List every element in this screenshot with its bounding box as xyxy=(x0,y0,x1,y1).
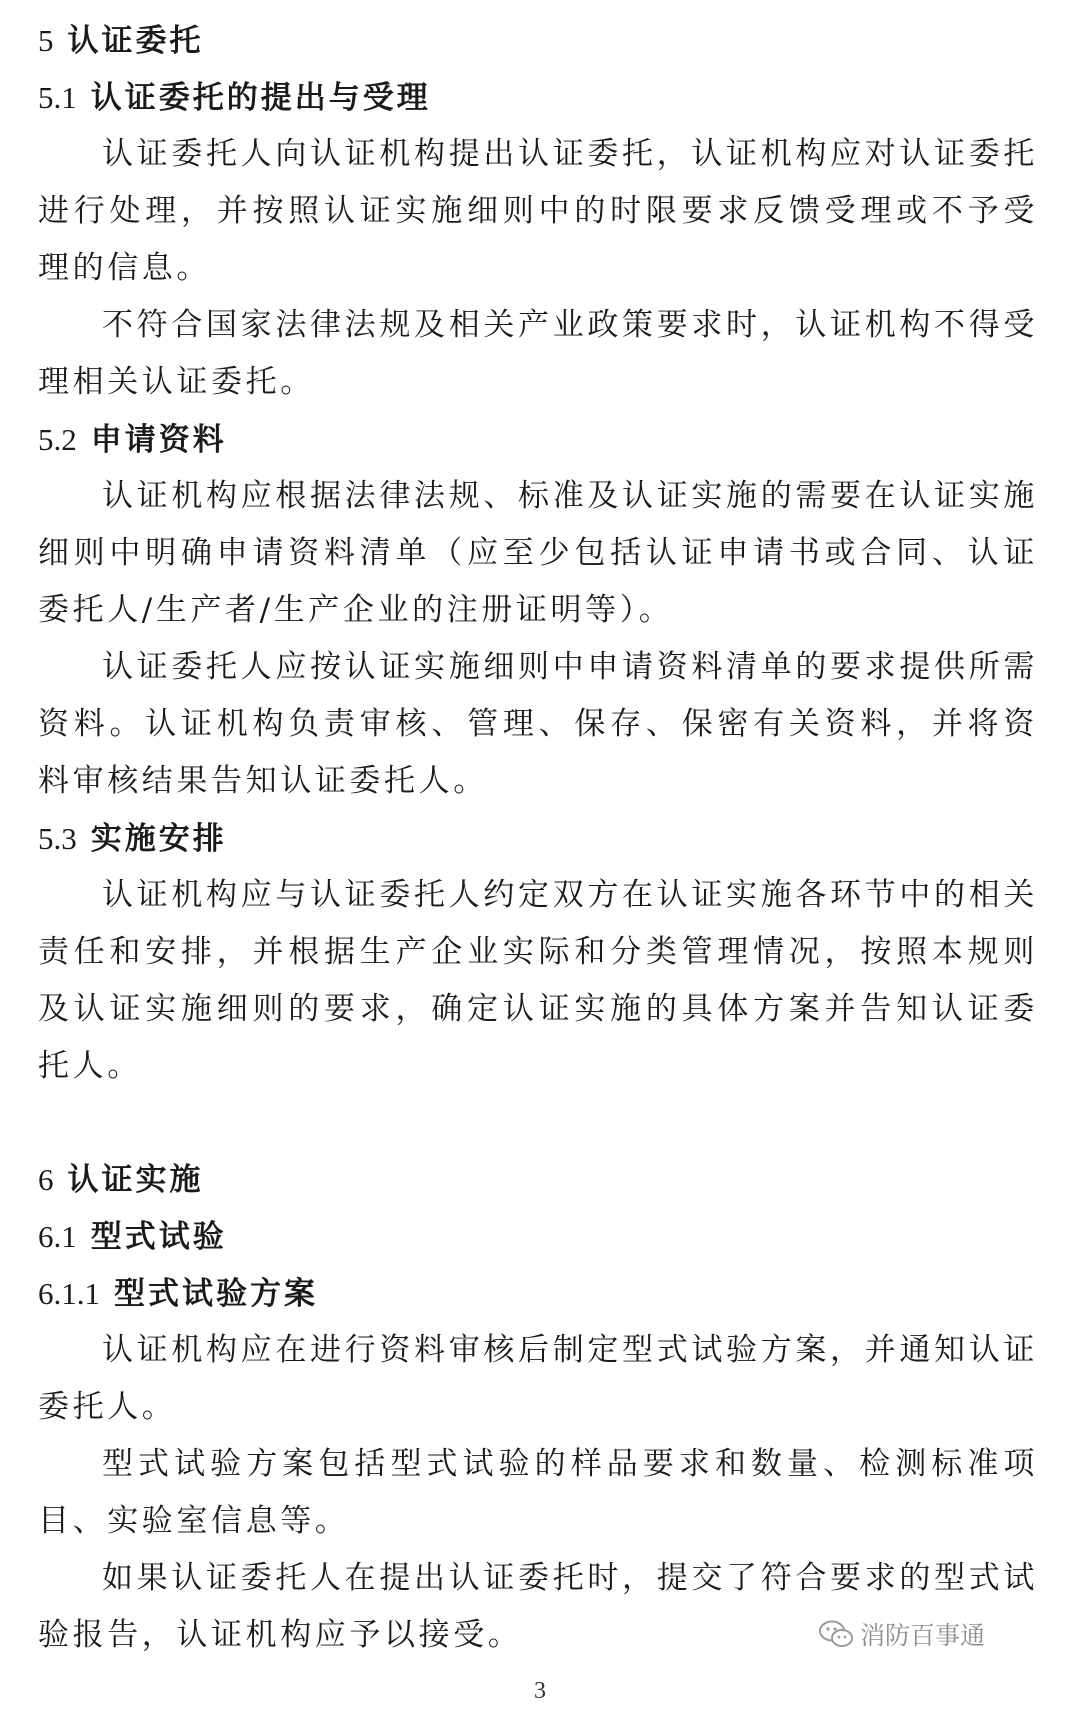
section-6-1-heading xyxy=(38,1208,1038,1265)
wechat-icon xyxy=(818,1619,854,1649)
section-spacer xyxy=(38,1095,1038,1151)
document-content xyxy=(38,12,1038,1664)
section-5-heading xyxy=(38,12,1038,69)
paragraph: 认证机构应根据法律法规、标准及认证实施的需要在认证实施细则中明确申请资料清单（应至少包括认证申请书或合同、认证委托人/生产者/生产企业的注册证明等）。 xyxy=(38,478,1038,628)
section-title: 认证委托的提出与受理 xyxy=(90,80,431,116)
paragraph: 型式试验方案包括型式试验的样品要求和数量、检测标准项目、实验室信息等。 xyxy=(38,1446,1038,1539)
section-title: 认证实施 xyxy=(67,1162,204,1198)
section-5-1-heading xyxy=(38,69,1038,126)
paragraph: 认证委托人应按认证实施细则中申请资料清单的要求提供所需资料。认证机构负责审核、管理、保存、保密有关资料，并将资料审核结果告知认证委托人。 xyxy=(38,649,1038,799)
section-number: 6.1 xyxy=(38,1219,77,1254)
section-number: 6.1.1 xyxy=(38,1276,100,1311)
paragraph: 认证委托人向认证机构提出认证委托，认证机构应对认证委托进行处理，并按照认证实施细则中的时限要求反馈受理或不予受理的信息。 xyxy=(38,136,1038,286)
paragraph: 如果认证委托人在提出认证委托时，提交了符合要求的型式试验报告，认证机构应予以接受。 xyxy=(38,1560,1038,1653)
watermark xyxy=(818,1616,985,1652)
section-number: 5.2 xyxy=(38,422,77,457)
section-title: 型式试验 xyxy=(90,1219,227,1255)
section-6-heading xyxy=(38,1151,1038,1208)
watermark-text: 消防百事通 xyxy=(859,1621,985,1650)
section-title: 型式试验方案 xyxy=(114,1276,318,1312)
section-title: 申请资料 xyxy=(90,422,227,458)
section-5-2-heading xyxy=(38,411,1038,468)
section-number: 5.1 xyxy=(38,80,77,115)
paragraph: 认证机构应与认证委托人约定双方在认证实施各环节中的相关责任和安排，并根据生产企业实际和分类管理情况，按照本规则及认证实施细则的要求，确定认证实施的具体方案并告知认证委托人。 xyxy=(38,877,1038,1084)
page-number: 3 xyxy=(534,1678,546,1704)
section-title: 实施安排 xyxy=(90,821,227,857)
section-number: 5.3 xyxy=(38,821,77,856)
section-number: 5 xyxy=(38,23,54,58)
section-title: 认证委托 xyxy=(67,23,204,59)
section-6-1-1-heading xyxy=(38,1265,1038,1322)
paragraph: 认证机构应在进行资料审核后制定型式试验方案，并通知认证委托人。 xyxy=(38,1332,1038,1425)
section-number: 6 xyxy=(38,1162,54,1197)
paragraph: 不符合国家法律法规及相关产业政策要求时，认证机构不得受理相关认证委托。 xyxy=(38,307,1038,400)
section-5-3-heading xyxy=(38,810,1038,867)
